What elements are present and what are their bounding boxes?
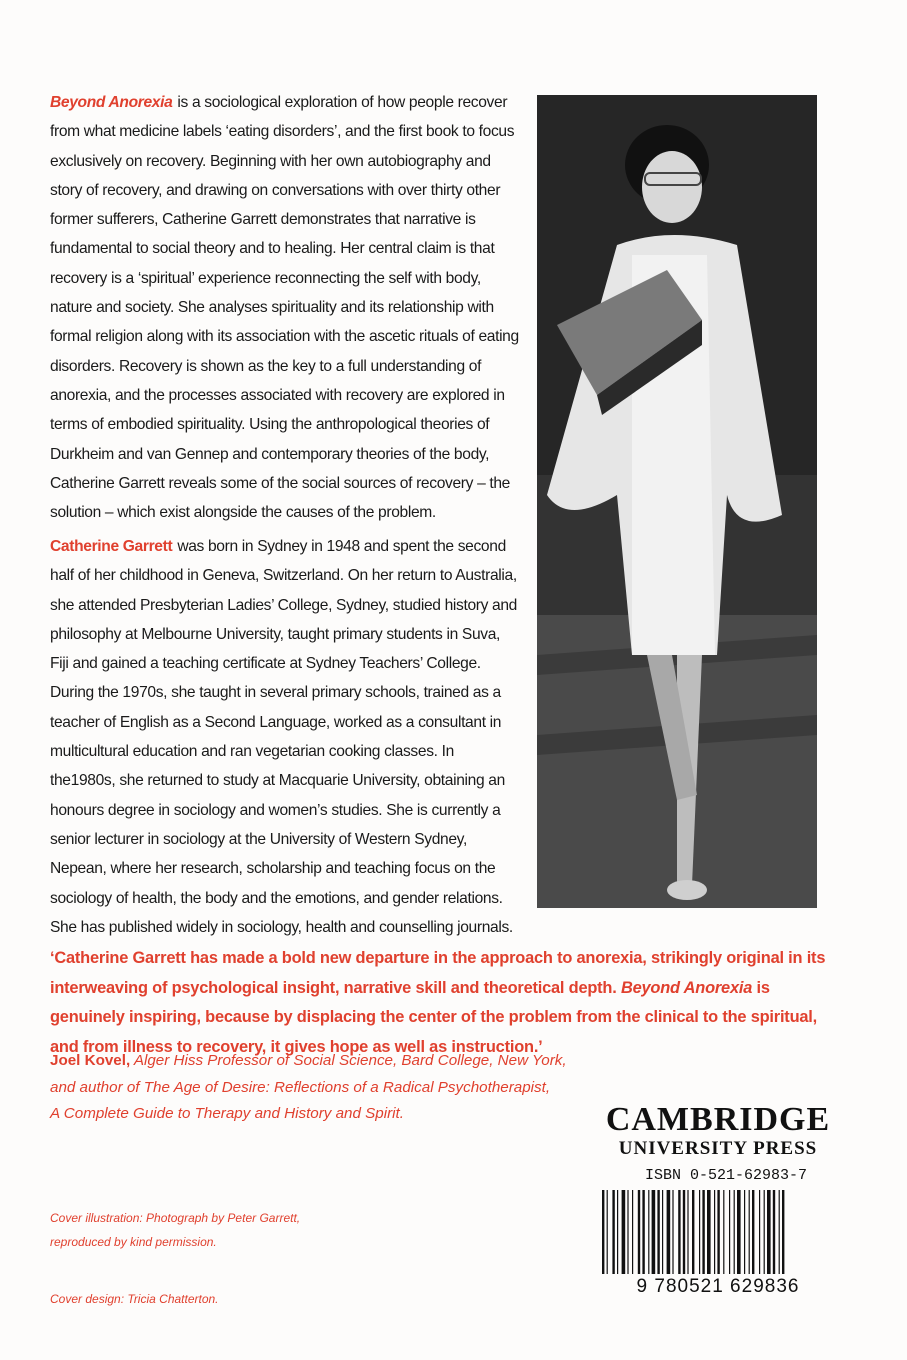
barcode-bar xyxy=(734,1190,735,1274)
barcode-bar xyxy=(638,1190,640,1274)
author-photograph xyxy=(537,95,817,908)
barcode-bar xyxy=(657,1190,659,1274)
barcode-bars xyxy=(598,1190,838,1280)
barcode-bar xyxy=(717,1190,719,1274)
barcode-bar xyxy=(782,1190,784,1274)
reviewer-other-books: A Complete Guide to Therapy and History and Spirit. xyxy=(50,1105,404,1122)
barcode-bar xyxy=(662,1190,663,1274)
barcode-bar xyxy=(617,1190,618,1274)
barcode-bar xyxy=(737,1190,741,1274)
barcode-bar xyxy=(699,1190,700,1274)
barcode-bar xyxy=(622,1190,626,1274)
barcode-bar xyxy=(612,1190,614,1274)
quote-book-title: Beyond Anorexia xyxy=(620,978,753,997)
reviewer-book-title: The Age of Desire: Reflections of a Radical Psychotherapist, xyxy=(143,1078,551,1096)
illustration-credit-line-1: Cover illustration: Photograph by Peter Garrett, xyxy=(50,1211,301,1225)
photo-illustration xyxy=(537,95,817,908)
barcode-bar xyxy=(632,1190,633,1274)
barcode-bar xyxy=(752,1190,754,1274)
book-title-lead: Beyond Anorexia xyxy=(50,94,173,111)
barcode-bar xyxy=(672,1190,673,1274)
publisher-subtitle: UNIVERSITY PRESS xyxy=(618,1138,818,1159)
description-text: is a sociological exploration of how people recover from what medicine labels ‘eating disorders’, and the first book to focus exclusively on recovery. Beginning with her own autobiography and story of recovery, and drawing on conversations with over thirty other former sufferers, Catherine Garrett demonstrates that narrative is fundamental to social theory and to healing. Her central claim is that recovery is a ‘spiritual’ experience reconnecting the self with body, nature and society. She analyses spirituality and its relationship with formal religion along with its association with the ascetic rituals of eating disorders. Recovery is shown as the key to a full understanding of anorexia, and the processes associated with recovery are explored in terms of embodied spirituality. Using the anthropological theories of Durkheim and van Gennep and contemporary theories of the body, Catherine Garrett reveals some of the social sources of recovery – the solution – which exist alongside the causes of the problem. xyxy=(50,94,519,522)
reviewer-name: Joel Kovel, xyxy=(50,1052,131,1069)
barcode-bar xyxy=(723,1190,724,1274)
barcode-bar xyxy=(767,1190,771,1274)
barcode-bar xyxy=(607,1190,608,1274)
barcode-bar xyxy=(642,1190,644,1274)
illustration-credit-line-2: reproduced by kind permission. xyxy=(50,1235,217,1249)
publisher-name: CAMBRIDGE xyxy=(605,1101,831,1138)
barcode-bar xyxy=(759,1190,760,1274)
quote-part-1: ‘Catherine Garrett has made a bold new departure in the approach to anorexia, strikingly original in its interweaving of psychological insight, narrative skill and theoretical depth. xyxy=(50,949,826,997)
barcode-bar xyxy=(692,1190,694,1274)
barcode-bar xyxy=(702,1190,704,1274)
barcode-bar xyxy=(602,1190,604,1274)
publisher-logo xyxy=(598,1102,838,1160)
description-paragraph xyxy=(50,88,520,527)
barcode-bar xyxy=(627,1190,628,1274)
barcode-bar xyxy=(648,1190,649,1274)
design-credit: Cover design: Tricia Chatterton. xyxy=(50,1292,219,1306)
cover-credits xyxy=(50,1206,350,1311)
barcode-number: 9 780521 629836 xyxy=(636,1276,800,1297)
quote-attribution xyxy=(50,1048,590,1128)
barcode-bar xyxy=(687,1190,688,1274)
reviewer-author-prefix: and author of xyxy=(50,1078,140,1096)
review-quote xyxy=(50,944,830,1062)
barcode-bar xyxy=(678,1190,680,1274)
barcode-bar xyxy=(779,1190,780,1274)
author-name-lead: Catherine Garrett xyxy=(50,538,173,555)
reviewer-title: Alger Hiss Professor of Social Science, Bard College, New York, xyxy=(133,1052,567,1069)
barcode-bar xyxy=(744,1190,745,1274)
barcode-bar xyxy=(773,1190,775,1274)
barcode-bar xyxy=(714,1190,715,1274)
barcode-bar xyxy=(764,1190,765,1274)
isbn-number: ISBN 0-521-62983-7 xyxy=(645,1167,808,1184)
barcode-bar xyxy=(707,1190,711,1274)
quote-part-2: is genuinely inspiring, because by displacing the center of the problem from the clinical to the spiritual, and from illness to recovery, it gives hope as well as instruction.’ xyxy=(50,978,817,1056)
author-bio-paragraph xyxy=(50,532,520,942)
barcode-bar xyxy=(749,1190,750,1274)
author-bio-text: was born in Sydney in 1948 and spent the second half of her childhood in Geneva, Switzerland. On her return to Australia, she attended Presbyterian Ladies’ College, Sydney, studied history and philosophy at Melbourne University, taught primary students in Suva, Fiji and gained a teaching certificate at Sydney Teachers’ College. During the 1970s, she taught in several primary schools, trained as a teacher of English as a Second Language, worked as a consultant in multicultural education and ran vegetarian cooking classes. In the1980s, she returned to study at Macquarie University, obtaining an honours degree in sociology and women’s studies. She is currently a senior lecturer in sociology at the University of Western Sydney, Nepean, where her research, scholarship and teaching focus on the sociology of health, the body and the emotions, and gender relations. She has published widely in sociology, health and counselling journals. xyxy=(50,538,518,936)
barcode-bar xyxy=(652,1190,656,1274)
barcode-bar xyxy=(683,1190,685,1274)
barcode-bar xyxy=(729,1190,730,1274)
barcode-bar xyxy=(667,1190,671,1274)
